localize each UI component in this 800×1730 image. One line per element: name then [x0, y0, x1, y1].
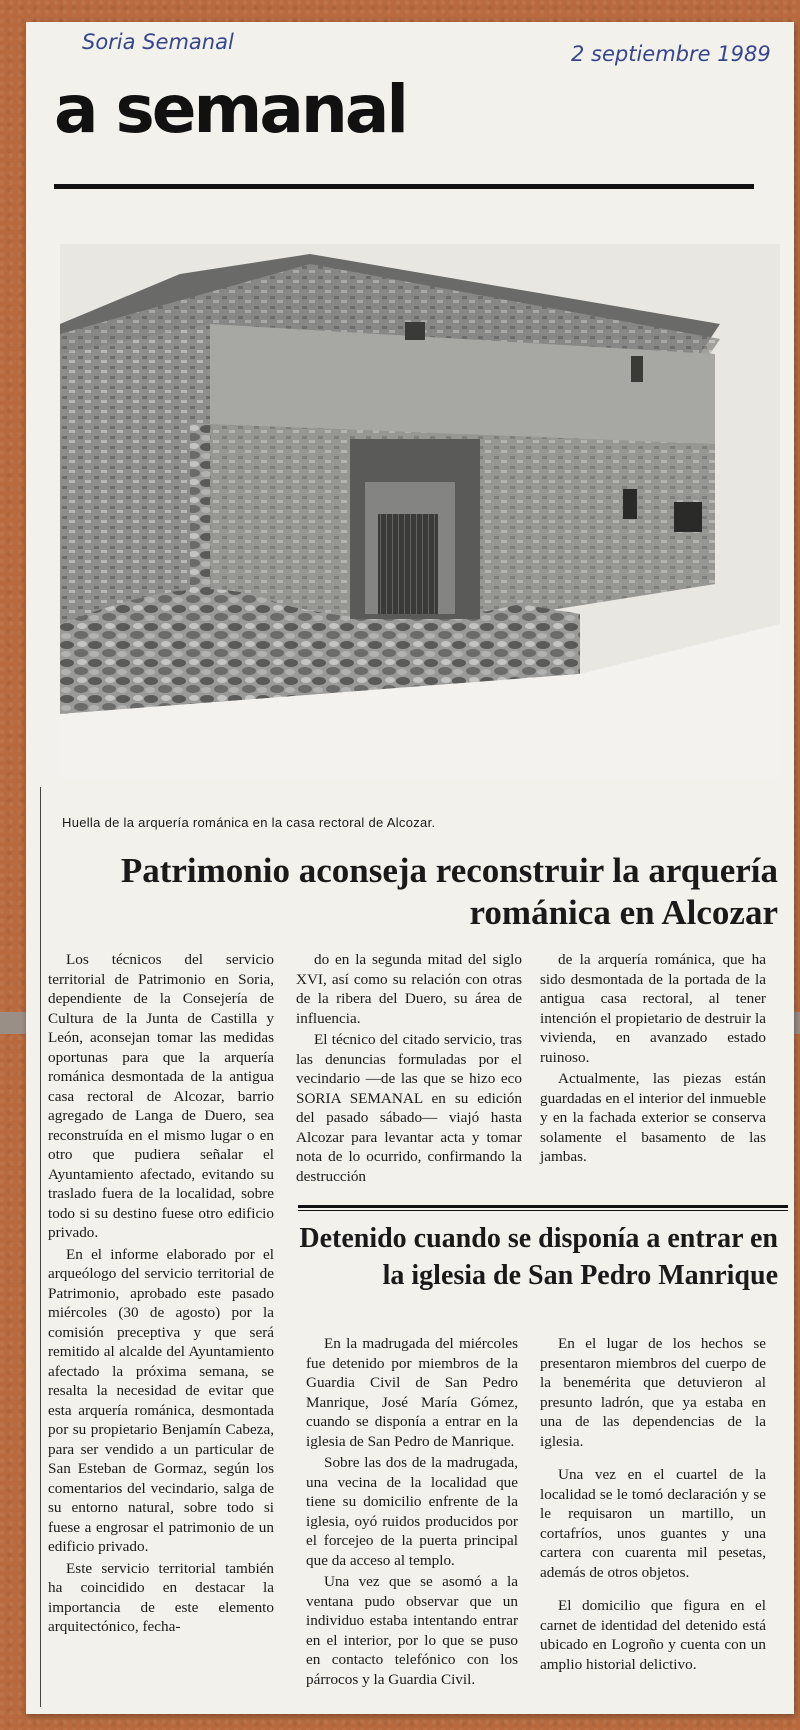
photo-caption: Huella de la arquería románica en la casa rectoral de Alcozar.	[62, 815, 436, 830]
article1-col3-paragraph: de la arquería románica, que ha sido desmontada de la portada de la antigua casa rectoral, al tener intención el propietario de destruir la vivienda, en avanzado estado ruinoso.	[540, 951, 766, 1066]
article1-column-2	[296, 950, 522, 1186]
article2-column-2	[540, 1334, 766, 1674]
article2-col2-paragraph: El domicilio que figura en el carnet de identidad del detenido está ubicado en Logroño y cuenta con un amplio historial delictivo.	[540, 1597, 766, 1673]
article-divider-rule	[298, 1205, 788, 1208]
article1-col1-paragraph: En el informe elaborado por el arqueólogo del servicio territorial de Patrimonio, aprobado este pasado miércoles (30 de agosto) por la comisión preceptiva y que será remitido al alcalde del Ayuntamiento afectado la próxima semana, se resalta la necesidad de evitar que esta arquería románica, desmontada por su propietario Benjamín Cabeza, para ser vendido a un particular de San Esteban de Gormaz, según los comentarios del vecindario, salga de su entorno natural, sobre todo si fuese a engrosar el patrimonio de un edificio privado.	[48, 1245, 274, 1555]
column-margin-line	[40, 787, 41, 1707]
article-divider-rule-thin	[298, 1210, 788, 1211]
handwritten-date-note: 2 septiembre 1989	[571, 42, 771, 66]
article1-column-3	[540, 950, 766, 1167]
article1-col2-paragraph: do en la segunda mitad del siglo XVI, así como su relación con otras de la ribera del Duero, su área de influencia.	[296, 951, 522, 1027]
article2-col2-paragraph: En el lugar de los hechos se presentaron miembros del cuerpo de la benemérita que detuvieron al presunto ladrón, que ya estaba en una de las dependencias de la iglesia.	[540, 1335, 766, 1450]
article1-col2-paragraph: El técnico del citado servicio, tras las denuncias formuladas por el vecindario —de las que se hizo eco SORIA SEMANAL en su edición del pasado sábado— viajó hasta Alcozar para levantar acta y tomar nota de lo ocurrido, confirmando la destrucción	[296, 1031, 522, 1185]
article2-col2-paragraph: Una vez en el cuartel de la localidad se le tomó declaración y se le requisaron un martillo, un cortafríos, unos guantes y una cartera con cuarenta mil pesetas, además de otros objetos.	[540, 1466, 766, 1581]
article2-column-1	[306, 1334, 518, 1689]
handwritten-source-note: Soria Semanal	[82, 30, 234, 54]
article1-column-1	[48, 950, 274, 1637]
article2-col1-paragraph: Una vez que se asomó a la ventana pudo observar que un individuo estaba intentando entrar en el interior, por lo que se puso en contacto telefónico con los párrocos y la Guardia Civil.	[306, 1573, 518, 1688]
newspaper-masthead: a semanal	[54, 71, 407, 148]
article2-headline: Detenido cuando se disponía a entrar en la iglesia de San Pedro Manrique	[299, 1223, 778, 1291]
article1-col1-paragraph: Los técnicos del servicio territorial de Patrimonio en Soria, dependiente de la Consejería de Cultura de la Junta de Castilla y León, aconsejan tomar las medidas oportunas para que la arquería románica desmontada de la antigua casa rectoral de Alcozar, barrio agregado de Langa de Duero, sea reconstruída en el mismo lugar o en otro que pudiera señalar el Ayuntamiento afectado, evitando su traslado fuera de la localidad, sobre todo si su destino fuese otro edificio privado.	[48, 951, 274, 1241]
article2-col1-paragraph: Sobre las dos de la madrugada, una vecina de la localidad que tiene su domicilio enfrente de la iglesia, oyó ruidos producidos por el forcejeo de la puerta principal que da acceso al templo.	[306, 1454, 518, 1569]
newspaper-clipping	[26, 22, 794, 1714]
masthead-rule	[54, 184, 754, 189]
article1-headline: Patrimonio aconseja reconstruir la arquería románica en Alcozar	[120, 851, 778, 932]
article1-col3-paragraph: Actualmente, las piezas están guardadas en el interior del inmueble y en la fachada exterior se conserva solamente el basamento de las jambas.	[540, 1070, 766, 1165]
article1-col1-paragraph: Este servicio territorial también ha coincidido en destacar la importancia de este elemento arquitectónico, fecha-	[48, 1559, 274, 1635]
photo-stone-house	[60, 244, 780, 779]
article2-col1-paragraph: En la madrugada del miércoles fue detenido por miembros de la Guardia Civil de San Pedro Manrique, José María Gómez, cuando se disponía a entrar en la iglesia de San Pedro de Manrique.	[306, 1335, 518, 1450]
